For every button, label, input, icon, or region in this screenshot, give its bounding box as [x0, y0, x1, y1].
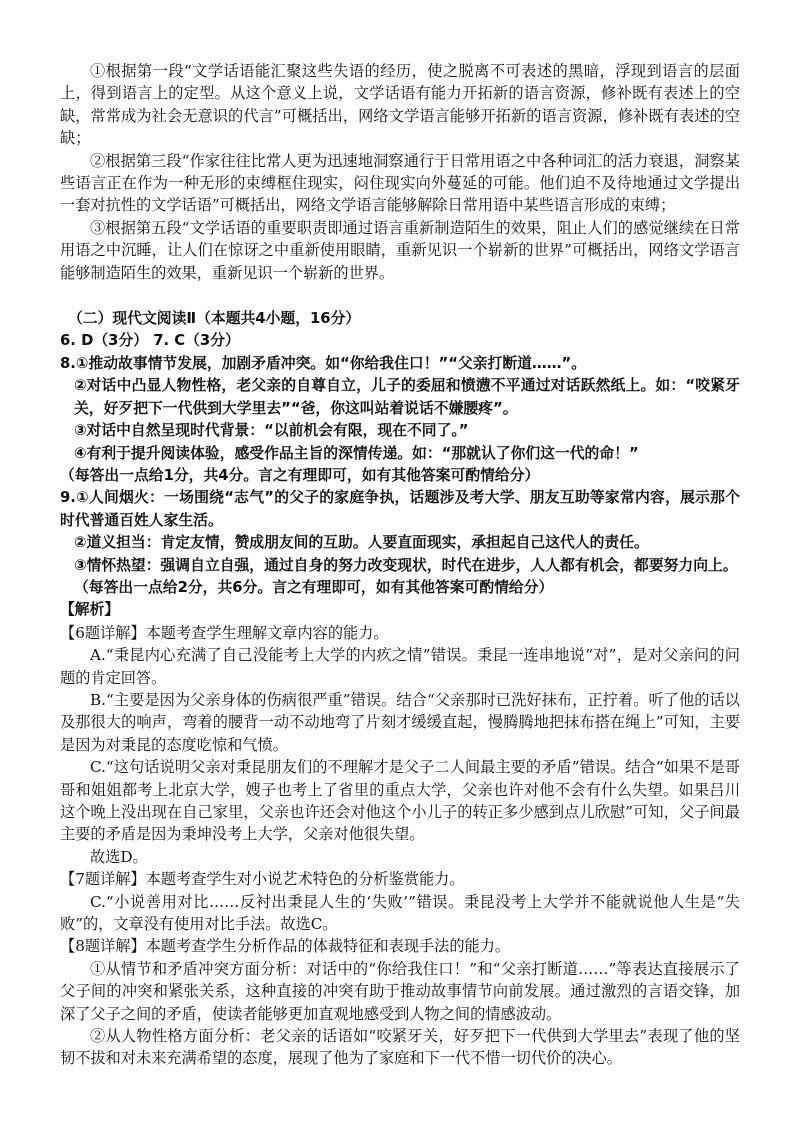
- q7-option-c: C.“小说善用对比……反衬出秉昆人生的‘失败’”错误。秉昆没考上大学并不能就说他人生是“失败”的，文章没有使用对比手法。故选C。: [60, 892, 740, 934]
- q8-analysis-2: ②从人物性格方面分析：老父亲的话语如“咬紧牙关，好歹把下一代供到大学里去”表现了他的坚韧不拔和对未来充满希望的态度，展现了他为了家庭和下一代不惜一切代价的决心。: [60, 1027, 740, 1068]
- q6-conclusion: 故选D。: [90, 847, 148, 866]
- answers-6-7: 6. D（3分） 7. C（3分）: [60, 332, 240, 350]
- answer-page: [60, 60, 740, 1070]
- q6-option-c: C.“这句话说明父亲对秉昆朋友们的不理解才是父子二人间最主要的矛盾”错误。结合“如果不是哥哥和姐姐都考上北京大学，嫂子也考上了省里的重点大学，父亲也许对他不会有什么失望。如果吕川这个晚上没出现在自己家里，父亲也许还会对他这个小儿子的转正多少感到点儿欣慰”可知，父子间最主要的矛盾是因为秉坤没考上大学，父亲对他很失望。: [60, 758, 740, 844]
- answer-9-point-3: ③情怀热望：强调自立自强，通过自身的努力改变现状，时代在进步，人人都有机会，都要努力向上。: [74, 556, 738, 574]
- answer-8-point-1: 8.①推动故事情节发展，加剧矛盾冲突。如“你给我住口！”“父亲打断道……”。: [60, 354, 587, 372]
- analysis-label: 【解析】: [60, 601, 120, 619]
- section1-point-3: ③根据第五段“文学话语的重要职责即通过语言重新制造陌生的效果，阻止人们的感觉继续在日常用语之中沉睡，让人们在惊讶之中重新使用眼睛，重新见识一个崭新的世界”可概括出，网络文学语言能够制造陌生的效果，重新见识一个崭新的世界。: [60, 218, 740, 282]
- q7-detail-heading: 【7题详解】本题考查学生对小说艺术特色的分析鉴赏能力。: [60, 870, 465, 889]
- section1-point-2: ②根据第三段“作家往往比常人更为迅速地洞察通行于日常用语之中各种词汇的活力衰退，洞察某些语言正在作为一种无形的束缚框住现实，闷住现实向外蔓延的可能。他们迫不及待地通过文学提出一套对抗性的文学话语”可概括出，网络文学语言能够解除日常用语中某些语言形成的束缚；: [60, 151, 740, 215]
- section1-point-1: ①根据第一段“文学话语能汇聚这些失语的经历，使之脱离不可表述的黑暗，浮现到语言的层面上，得到语言上的定型。从这个意义上说，文学话语有能力开拓新的语言资源，修补既有表述上的空缺，常常成为社会无意识的代言”可概括出，网络文学语言能够开拓新的语言资源，修补既有表述的空缺；: [60, 62, 740, 148]
- q6-option-b: B.“主要是因为父亲身体的伤病很严重”错误。结合“父亲那时已洗好抹布，正拧着。听了他的话以及那很大的响声，弯着的腰背一动不动地弯了片刻才缓缓直起，慢腾腾地把抹布搭在绳上”可知，主要是因为对秉昆的态度吃惊和气愤。: [60, 690, 740, 754]
- q6-detail-heading: 【6题详解】本题考查学生理解文章内容的能力。: [60, 623, 389, 642]
- q8-detail-heading: 【8题详解】本题考查学生分析作品的体裁特征和表现手法的能力。: [60, 937, 511, 956]
- section2-heading: （二）现代文阅读Ⅱ（本题共4小题，16分）: [68, 310, 361, 328]
- answer-9-point-2: ②道义担当：肯定友情，赞成朋友间的互助。人要直面现实，承担起自己这代人的责任。: [74, 534, 649, 552]
- answer-8-scoring: （每答出一点给1分，共4分。言之有理即可，如有其他答案可酌情给分）: [60, 466, 540, 484]
- answer-8-point-3: ③对话中自然呈现时代背景：“以前机会有限，现在不同了。”: [74, 422, 469, 440]
- answer-8-point-2: ②对话中凸显人物性格，老父亲的自尊自立，儿子的委屈和愤懑不平通过对话跃然纸上。如：“咬紧牙关，好歹把下一代供到大学里去”“爸，你这叫站着说话不嫌腰疼”。: [74, 377, 740, 417]
- answer-9-point-1: 9.①人间烟火：一场围绕“志气”的父子的家庭争执，话题涉及考大学、朋友互助等家常内容，展示那个时代普通百姓人家生活。: [60, 489, 740, 529]
- q6-option-a: A.“秉昆内心充满了自己没能考上大学的内疚之情”错误。秉昆一连串地说“对”，是对父亲问的问题的肯定回答。: [60, 646, 740, 687]
- answer-9-scoring: （每答出一点给2分，共6分。言之有理即可，如有其他答案可酌情给分）: [74, 578, 554, 596]
- q8-analysis-1: ①从情节和矛盾冲突方面分析：对话中的“你给我住口！”和“父亲打断道……”等表达直接展示了父子间的冲突和紧张关系，这种直接的冲突有助于推动故事情节向前发展。通过激烈的言语交锋，加深了父子之间的矛盾，使读者能够更加直观地感受到人物之间的情感波动。: [60, 959, 740, 1023]
- answer-8-point-4: ④有利于提升阅读体验，感受作品主旨的深情传递。如：“那就认了你们这一代的命！”: [74, 444, 639, 462]
